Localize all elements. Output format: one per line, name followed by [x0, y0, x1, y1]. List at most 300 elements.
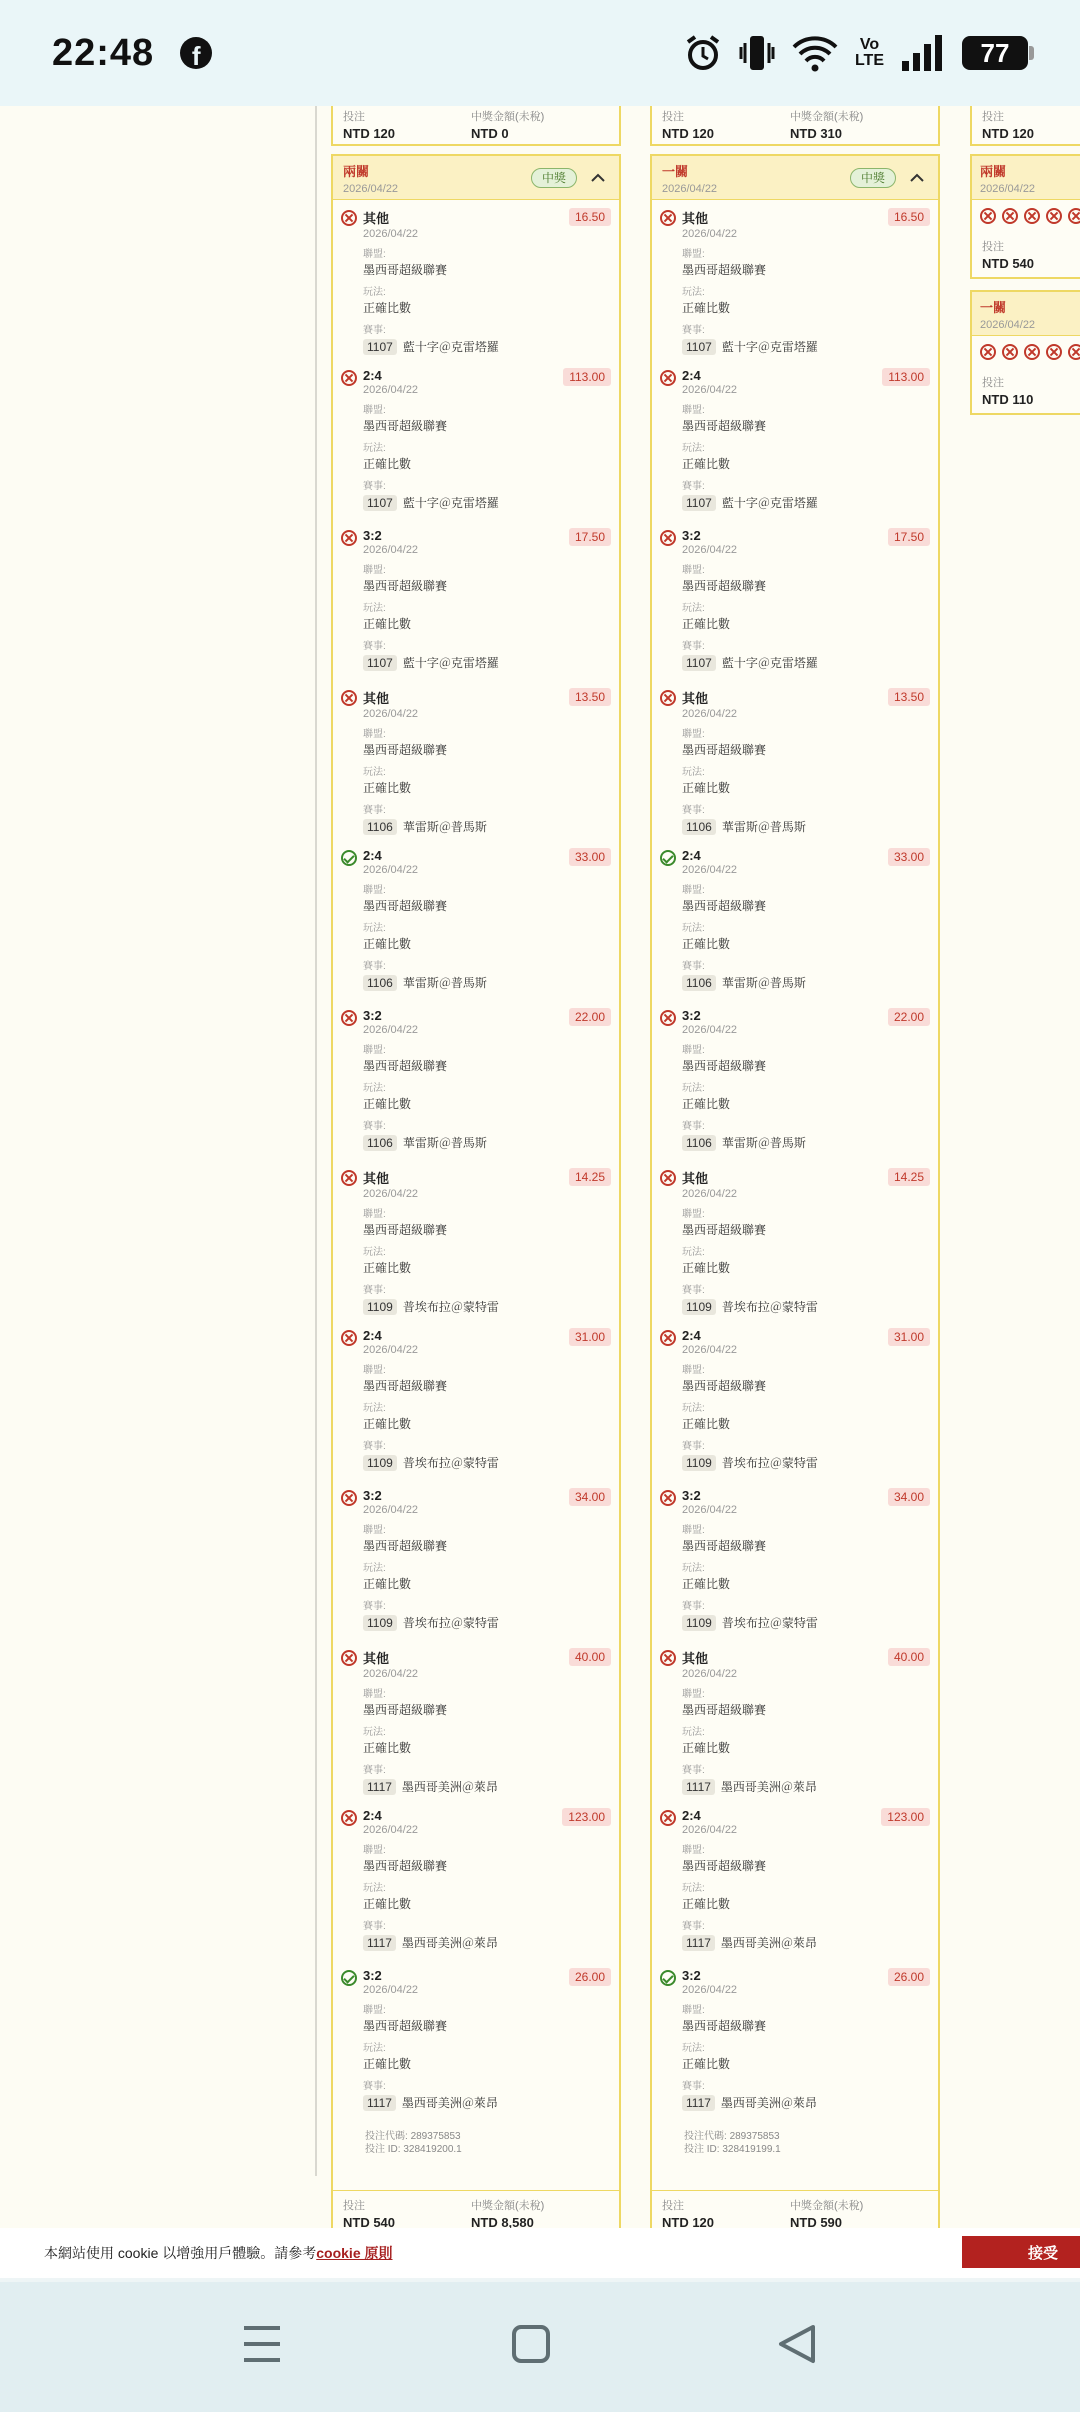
selection-item	[652, 1160, 938, 1320]
lose-x-icon	[660, 1330, 676, 1346]
market-label: 玩法:	[682, 1247, 705, 1258]
market-label: 玩法:	[363, 1883, 386, 1894]
market-label: 玩法:	[682, 1883, 705, 1894]
payout-label: 中獎金額(未稅)	[790, 111, 864, 123]
parlay-card-two-legs[interactable]	[331, 154, 621, 2228]
market-value: 正確比數	[363, 1897, 412, 1911]
selection-item	[333, 200, 619, 360]
market-label: 玩法:	[682, 1083, 705, 1094]
cookie-text: 本網站使用 cookie 以增強用戶體驗。請參考	[44, 2245, 317, 2261]
payout-amount: NTD 310	[790, 126, 843, 141]
selection-name: 其他	[363, 211, 390, 226]
league-value: 墨西哥超級聯賽	[682, 1379, 767, 1393]
card-header[interactable]	[652, 156, 938, 200]
selection-name: 其他	[363, 1651, 390, 1666]
odds-badge: 13.50	[569, 688, 611, 706]
selection-item	[333, 1000, 619, 1160]
market-value: 正確比數	[363, 781, 412, 795]
selection-item	[333, 1160, 619, 1320]
selection-name: 2:4	[682, 1808, 701, 1823]
market-value: 正確比數	[363, 1261, 412, 1275]
selection-date: 2026/04/22	[682, 1668, 738, 1680]
lose-x-icon	[341, 210, 357, 226]
parlay-card-one-leg[interactable]	[650, 154, 940, 2228]
payout-amount: NTD 590	[790, 2215, 843, 2228]
league-value: 墨西哥超級聯賽	[363, 1059, 448, 1073]
win-check-icon	[341, 850, 357, 866]
selection-item	[333, 840, 619, 1000]
right-card-two-legs[interactable]	[970, 154, 1080, 279]
payout-amount: NTD 8,580	[471, 2215, 534, 2228]
league-label: 聯盟:	[363, 565, 386, 576]
bet-label: 投注	[982, 111, 1004, 123]
odds-badge: 34.00	[888, 1488, 930, 1506]
wifi-icon	[791, 33, 839, 73]
win-badge: 中獎	[850, 168, 896, 188]
lose-x-icon	[660, 1810, 676, 1826]
card-date: 2026/04/22	[662, 183, 718, 195]
match-code: 1117	[682, 1935, 715, 1951]
payout-label: 中獎金額(未稅)	[471, 111, 545, 123]
lose-x-icon	[341, 1810, 357, 1826]
selection-date: 2026/04/22	[682, 1344, 738, 1356]
market-value: 正確比數	[682, 1741, 731, 1755]
bet-label: 投注	[662, 111, 684, 123]
match-label: 賽事:	[682, 961, 705, 972]
league-value: 墨西哥超級聯賽	[363, 2019, 448, 2033]
odds-badge: 22.00	[569, 1008, 611, 1026]
match-name: 普埃布拉＠蒙特雷	[721, 1300, 818, 1314]
bet-code-label: 投注代碼:	[684, 2131, 730, 2142]
match-label: 賽事:	[363, 641, 386, 652]
league-value: 墨西哥超級聯賽	[682, 1059, 767, 1073]
market-label: 玩法:	[682, 2043, 705, 2054]
selection-item	[652, 1000, 938, 1160]
lose-x-icon	[341, 690, 357, 706]
selection-date: 2026/04/22	[682, 708, 738, 720]
selection-item	[333, 1640, 619, 1800]
selection-item	[652, 360, 938, 520]
league-value: 墨西哥超級聯賽	[682, 263, 767, 277]
market-label: 玩法:	[682, 1563, 705, 1574]
selection-name: 3:2	[363, 1008, 382, 1023]
match-label: 賽事:	[363, 805, 386, 816]
lose-x-icon	[660, 690, 676, 706]
bet-label: 投注	[982, 241, 1004, 253]
league-value: 墨西哥超級聯賽	[363, 1539, 448, 1553]
win-check-icon	[660, 1970, 676, 1986]
lose-x-icon	[660, 1490, 676, 1506]
lose-x-icon	[660, 530, 676, 546]
match-label: 賽事:	[682, 1121, 705, 1132]
selection-name: 3:2	[682, 1488, 701, 1503]
market-label: 玩法:	[363, 1247, 386, 1258]
match-code: 1109	[682, 1455, 716, 1471]
result-icons-row	[972, 200, 1080, 232]
selection-date: 2026/04/22	[363, 1504, 419, 1516]
match-name: 藍十字＠克雷塔羅	[402, 340, 499, 354]
match-code: 1109	[363, 1455, 397, 1471]
selection-name: 其他	[682, 691, 709, 706]
home-icon[interactable]	[511, 2324, 551, 2364]
odds-badge: 40.00	[569, 1648, 611, 1666]
bet-amount: NTD 540	[343, 2215, 396, 2228]
match-name: 藍十字＠克雷塔羅	[402, 656, 499, 670]
match-name: 藍十字＠克雷塔羅	[721, 656, 818, 670]
selection-name: 其他	[682, 211, 709, 226]
match-code: 1106	[682, 819, 716, 835]
bet-codes	[333, 2120, 619, 2190]
cookie-policy-link[interactable]: cookie 原則	[316, 2245, 393, 2261]
selection-date: 2026/04/22	[682, 1024, 738, 1036]
alarm-icon	[683, 33, 723, 73]
league-value: 墨西哥超級聯賽	[682, 1703, 767, 1717]
match-label: 賽事:	[363, 325, 386, 336]
match-name: 墨西哥美洲＠萊昂	[401, 1780, 498, 1794]
match-label: 賽事:	[682, 2081, 705, 2092]
market-value: 正確比數	[363, 2057, 412, 2071]
back-icon[interactable]	[777, 2324, 817, 2364]
selection-item	[652, 1960, 938, 2120]
lose-x-icon	[341, 530, 357, 546]
selection-name: 3:2	[682, 1968, 701, 1983]
market-value: 正確比數	[682, 1577, 731, 1591]
menu-icon[interactable]	[242, 2324, 282, 2364]
selection-date: 2026/04/22	[363, 864, 419, 876]
match-name: 墨西哥美洲＠萊昂	[720, 1780, 817, 1794]
selection-name: 3:2	[363, 1968, 382, 1983]
bet-code: 289375853	[410, 2131, 461, 2142]
selection-date: 2026/04/22	[363, 1344, 419, 1356]
market-value: 正確比數	[682, 1097, 731, 1111]
match-name: 華雷斯＠普馬斯	[402, 820, 487, 834]
match-label: 賽事:	[363, 961, 386, 972]
odds-badge: 26.00	[888, 1968, 930, 1986]
lose-icon	[1002, 344, 1018, 360]
market-value: 正確比數	[363, 457, 412, 471]
league-value: 墨西哥超級聯賽	[682, 1223, 767, 1237]
league-label: 聯盟:	[682, 729, 705, 740]
league-label: 聯盟:	[363, 2005, 386, 2016]
market-label: 玩法:	[363, 287, 386, 298]
selection-date: 2026/04/22	[682, 544, 738, 556]
selection-name: 2:4	[363, 1808, 382, 1823]
match-code: 1106	[363, 1135, 397, 1151]
selection-date: 2026/04/22	[682, 864, 738, 876]
match-label: 賽事:	[363, 1285, 386, 1296]
selection-date: 2026/04/22	[682, 384, 738, 396]
selection-item	[652, 200, 938, 360]
league-label: 聯盟:	[682, 1845, 705, 1856]
selection-name: 2:4	[363, 1328, 382, 1343]
match-code: 1106	[682, 1135, 716, 1151]
league-label: 聯盟:	[682, 405, 705, 416]
market-value: 正確比數	[363, 1741, 412, 1755]
league-value: 墨西哥超級聯賽	[363, 743, 448, 757]
match-label: 賽事:	[682, 1601, 705, 1612]
market-value: 正確比數	[682, 301, 731, 315]
bet-code: 289375853	[729, 2131, 780, 2142]
match-label: 賽事:	[682, 1765, 705, 1776]
selection-item	[333, 1480, 619, 1640]
vibrate-icon	[739, 33, 775, 73]
match-label: 賽事:	[363, 1921, 386, 1932]
match-label: 賽事:	[682, 1441, 705, 1452]
market-value: 正確比數	[682, 457, 731, 471]
league-value: 墨西哥超級聯賽	[363, 899, 448, 913]
match-name: 普埃布拉＠蒙特雷	[721, 1456, 818, 1470]
market-value: 正確比數	[682, 1897, 731, 1911]
card-title: 一關	[662, 164, 689, 179]
league-value: 墨西哥超級聯賽	[363, 419, 448, 433]
selection-item	[333, 1320, 619, 1480]
match-label: 賽事:	[682, 481, 705, 492]
selection-name: 3:2	[363, 1488, 382, 1503]
match-code: 1107	[363, 495, 397, 511]
odds-badge: 14.25	[569, 1168, 611, 1186]
selection-name: 其他	[363, 691, 390, 706]
bet-label: 投注	[343, 111, 365, 123]
match-name: 墨西哥美洲＠萊昂	[401, 1936, 498, 1950]
battery-icon: 77	[962, 36, 1028, 70]
league-label: 聯盟:	[682, 1525, 705, 1536]
lose-x-icon	[660, 1650, 676, 1666]
match-label: 賽事:	[363, 2081, 386, 2092]
selection-item	[652, 1320, 938, 1480]
market-label: 玩法:	[363, 603, 386, 614]
bet-id-label: 投注 ID:	[684, 2144, 723, 2155]
league-label: 聯盟:	[363, 249, 386, 260]
market-value: 正確比數	[363, 301, 412, 315]
league-label: 聯盟:	[682, 885, 705, 896]
market-label: 玩法:	[682, 767, 705, 778]
lose-x-icon	[341, 1170, 357, 1186]
league-label: 聯盟:	[682, 2005, 705, 2016]
selection-name: 3:2	[682, 528, 701, 543]
match-code: 1109	[682, 1299, 716, 1315]
match-label: 賽事:	[363, 1765, 386, 1776]
card-title: 兩關	[980, 164, 1007, 179]
lose-x-icon	[660, 370, 676, 386]
match-code: 1117	[363, 1935, 396, 1951]
match-label: 賽事:	[682, 805, 705, 816]
right-card-one-leg[interactable]	[970, 290, 1080, 415]
market-value: 正確比數	[363, 1417, 412, 1431]
card-header[interactable]	[972, 292, 1080, 336]
match-code: 1109	[363, 1299, 397, 1315]
bet-label: 投注	[343, 2200, 365, 2212]
lose-x-icon	[341, 1010, 357, 1026]
lose-x-icon	[341, 1330, 357, 1346]
league-value: 墨西哥超級聯賽	[363, 263, 448, 277]
prev-card-footer	[650, 106, 940, 146]
bet-amount: NTD 120	[662, 2215, 715, 2228]
odds-badge: 14.25	[888, 1168, 930, 1186]
match-code: 1117	[363, 2095, 396, 2111]
odds-badge: 33.00	[888, 848, 930, 866]
odds-badge: 13.50	[888, 688, 930, 706]
selection-date: 2026/04/22	[363, 1984, 419, 1996]
card-header[interactable]	[333, 156, 619, 200]
odds-badge: 31.00	[888, 1328, 930, 1346]
card-title: 兩關	[343, 164, 370, 179]
bet-code-label: 投注代碼:	[365, 2131, 411, 2142]
market-label: 玩法:	[682, 1403, 705, 1414]
lose-icon	[1002, 208, 1018, 224]
match-name: 墨西哥美洲＠萊昂	[720, 1936, 817, 1950]
market-label: 玩法:	[363, 443, 386, 454]
league-label: 聯盟:	[682, 1209, 705, 1220]
league-value: 墨西哥超級聯賽	[682, 899, 767, 913]
chevron-up-icon[interactable]	[589, 169, 607, 187]
match-code: 1107	[363, 655, 397, 671]
selection-name: 2:4	[682, 1328, 701, 1343]
selection-name: 其他	[682, 1651, 709, 1666]
market-label: 玩法:	[682, 287, 705, 298]
match-name: 華雷斯＠普馬斯	[402, 976, 487, 990]
odds-badge: 40.00	[888, 1648, 930, 1666]
prev-card-footer	[331, 106, 621, 146]
match-name: 華雷斯＠普馬斯	[721, 1136, 806, 1150]
bet-label: 投注	[662, 2200, 684, 2212]
card-date: 2026/04/22	[343, 183, 399, 195]
match-code: 1109	[363, 1615, 397, 1631]
odds-badge: 17.50	[569, 528, 611, 546]
selection-name: 其他	[682, 1171, 709, 1186]
match-name: 墨西哥美洲＠萊昂	[720, 2096, 817, 2110]
selection-name: 3:2	[682, 1008, 701, 1023]
lose-x-icon	[660, 1170, 676, 1186]
bet-amount: NTD 540	[982, 256, 1035, 271]
bet-id-label: 投注 ID:	[365, 2144, 404, 2155]
signal-icon	[900, 33, 946, 73]
match-name: 普埃布拉＠蒙特雷	[402, 1456, 499, 1470]
facebook-icon: f	[180, 37, 212, 69]
selection-item	[333, 680, 619, 840]
league-label: 聯盟:	[363, 1689, 386, 1700]
match-code: 1107	[682, 655, 716, 671]
odds-badge: 16.50	[888, 208, 930, 226]
market-label: 玩法:	[363, 1727, 386, 1738]
match-label: 賽事:	[682, 641, 705, 652]
volte-indicator: Vo LTE	[854, 36, 884, 69]
card-header[interactable]	[972, 156, 1080, 200]
selection-date: 2026/04/22	[363, 1024, 419, 1036]
match-code: 1106	[682, 975, 716, 991]
lose-icon	[980, 208, 996, 224]
league-label: 聯盟:	[682, 1365, 705, 1376]
market-label: 玩法:	[682, 443, 705, 454]
league-value: 墨西哥超級聯賽	[682, 743, 767, 757]
selection-date: 2026/04/22	[363, 544, 419, 556]
selection-name: 2:4	[363, 368, 382, 383]
selection-item	[652, 1640, 938, 1800]
match-name: 華雷斯＠普馬斯	[721, 976, 806, 990]
league-label: 聯盟:	[363, 1525, 386, 1536]
selection-item	[333, 1960, 619, 2120]
system-nav-bar	[0, 2282, 1080, 2412]
win-check-icon	[660, 850, 676, 866]
league-value: 墨西哥超級聯賽	[682, 2019, 767, 2033]
match-name: 普埃布拉＠蒙特雷	[402, 1616, 499, 1630]
league-value: 墨西哥超級聯賽	[363, 1859, 448, 1873]
odds-badge: 123.00	[881, 1808, 930, 1826]
selection-date: 2026/04/22	[682, 1188, 738, 1200]
chevron-up-icon[interactable]	[908, 169, 926, 187]
card-footer	[652, 2190, 938, 2228]
accept-cookie-button[interactable]: 接受	[962, 2236, 1080, 2268]
league-value: 墨西哥超級聯賽	[682, 419, 767, 433]
match-name: 藍十字＠克雷塔羅	[721, 496, 818, 510]
market-label: 玩法:	[363, 1403, 386, 1414]
selection-date: 2026/04/22	[363, 228, 419, 240]
market-value: 正確比數	[682, 781, 731, 795]
selection-item	[652, 840, 938, 1000]
market-value: 正確比數	[682, 937, 731, 951]
market-label: 玩法:	[363, 923, 386, 934]
selection-item	[652, 520, 938, 680]
match-code: 1109	[682, 1615, 716, 1631]
prev-card-footer	[970, 106, 1080, 146]
lose-icon	[1046, 344, 1062, 360]
bet-label: 投注	[982, 377, 1004, 389]
lose-icon	[1068, 344, 1080, 360]
match-name: 普埃布拉＠蒙特雷	[402, 1300, 499, 1314]
league-value: 墨西哥超級聯賽	[682, 1859, 767, 1873]
market-label: 玩法:	[363, 2043, 386, 2054]
lose-x-icon	[660, 210, 676, 226]
match-label: 賽事:	[682, 1921, 705, 1932]
league-label: 聯盟:	[363, 729, 386, 740]
match-code: 1117	[363, 1779, 396, 1795]
market-label: 玩法:	[363, 767, 386, 778]
odds-badge: 113.00	[563, 368, 611, 386]
bet-codes	[652, 2120, 938, 2190]
payout-label: 中獎金額(未稅)	[790, 2200, 864, 2212]
bet-amount: NTD 120	[982, 126, 1035, 141]
league-label: 聯盟:	[363, 1845, 386, 1856]
selection-name: 3:2	[363, 528, 382, 543]
match-label: 賽事:	[363, 1601, 386, 1612]
selection-date: 2026/04/22	[682, 1984, 738, 1996]
league-label: 聯盟:	[363, 1365, 386, 1376]
bet-id: 328419200.1	[403, 2144, 462, 2155]
lose-x-icon	[341, 370, 357, 386]
market-label: 玩法:	[682, 1727, 705, 1738]
selection-date: 2026/04/22	[363, 1188, 419, 1200]
match-label: 賽事:	[682, 1285, 705, 1296]
league-label: 聯盟:	[363, 1209, 386, 1220]
cookie-banner	[0, 2228, 1080, 2278]
selection-name: 2:4	[682, 368, 701, 383]
odds-badge: 123.00	[562, 1808, 611, 1826]
market-label: 玩法:	[363, 1563, 386, 1574]
selection-item	[652, 1480, 938, 1640]
selection-date: 2026/04/22	[363, 708, 419, 720]
odds-badge: 113.00	[882, 368, 930, 386]
selection-item	[652, 1800, 938, 1960]
match-name: 普埃布拉＠蒙特雷	[721, 1616, 818, 1630]
odds-badge: 34.00	[569, 1488, 611, 1506]
bet-amount: NTD 120	[343, 126, 396, 141]
payout-label: 中獎金額(未稅)	[471, 2200, 545, 2212]
status-bar	[0, 0, 1080, 106]
match-name: 華雷斯＠普馬斯	[721, 820, 806, 834]
win-badge: 中獎	[531, 168, 577, 188]
selection-date: 2026/04/22	[363, 384, 419, 396]
lose-icon	[980, 344, 996, 360]
bet-history-content[interactable]	[0, 106, 1080, 2228]
